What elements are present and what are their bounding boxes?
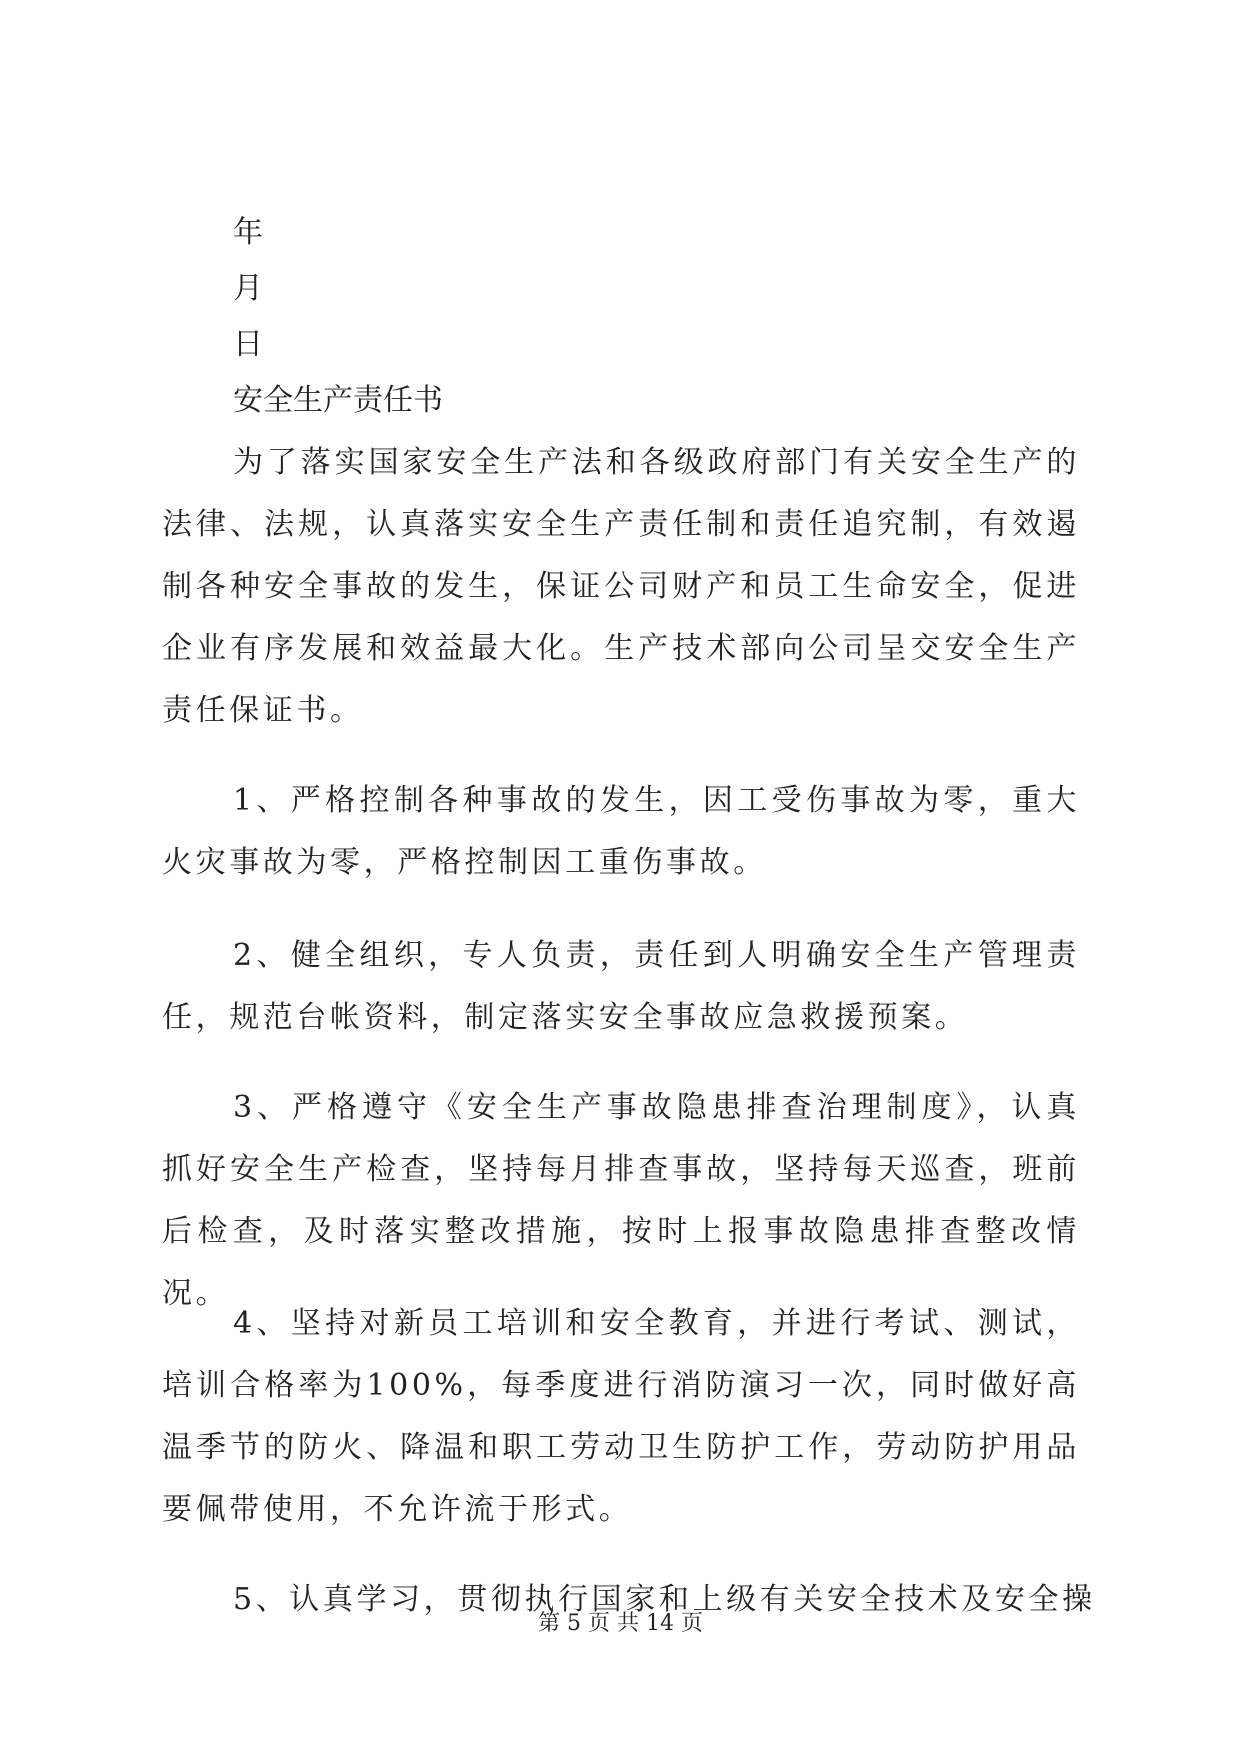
- intro-paragraph: 为了落实国家安全生产法和各级政府部门有关安全生产的法律、法规，认真落实安全生产责任制和责任追究制，有效遏制各种安全事故的发生，保证公司财产和员工生命安全，促进企业有序发展和效益最大化。生产技术部向公司呈交安全生产责任保证书。: [162, 445, 1080, 728]
- clause-4: 4、坚持对新员工培训和安全教育，并进行考试、测试，培训合格率为100%，每季度进行消防演习一次，同时做好高温季节的防火、降温和职工劳动卫生防护工作，劳动防护用品要佩带使用，不允许流于形式。: [162, 1306, 1080, 1527]
- clause-1: 1、严格控制各种事故的发生，因工受伤事故为零，重大火灾事故为零，严格控制因工重伤事故。: [162, 783, 1080, 880]
- clause-3: 3、严格遵守《安全生产事故隐患排查治理制度》，认真抓好安全生产检查，坚持每月排查事故，坚持每天巡查，班前后检查，及时落实整改措施，按时上报事故隐患排查整改情况。: [162, 1090, 1080, 1311]
- page-footer: 第 5 页 共 14 页: [538, 1611, 703, 1636]
- clause-2: 2、健全组织，专人负责，责任到人明确安全生产管理责任，规范台帐资料，制定落实安全事故应急救援预案。: [162, 938, 1080, 1035]
- date-year: 年: [233, 215, 263, 250]
- date-day: 日: [233, 327, 263, 362]
- date-month: 月: [233, 271, 263, 306]
- clause-5: 5、认真学习，贯彻执行国家和上级有关安全技术及安全操: [233, 1582, 1096, 1617]
- document-heading: 安全生产责任书: [233, 383, 443, 418]
